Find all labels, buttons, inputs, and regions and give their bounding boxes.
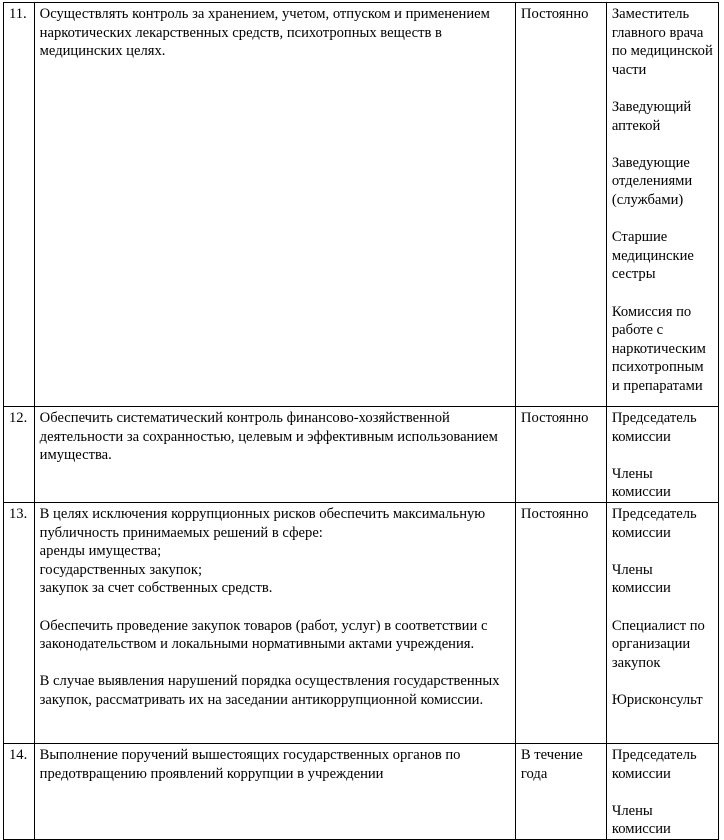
table-row [4, 407, 719, 503]
task-text: В случае выявления нарушений порядка осуществления государственных закупок, рассматривать их на заседании антикоррупционной комиссии. [39, 673, 500, 708]
task-text: В целях исключения коррупционных рисков обеспечить максимальную публичность принимаемых решений в сфере: аренды имущества; государственных закупок; закупок за счет собственных средств. [39, 505, 486, 597]
row-number: 14. [4, 743, 35, 839]
task-cell [34, 743, 515, 839]
table-row [4, 502, 719, 743]
responsible-cell [606, 743, 718, 839]
table-row [4, 743, 719, 839]
task-cell [34, 3, 515, 407]
responsible-item: Заведующие отделениями (службами) [611, 154, 693, 208]
task-text: Обеспечить систематический контроль финансово-хозяйственной деятельности за сохранностью, целевым и эффективным использованием имущества. [39, 410, 498, 464]
responsible-item: Председатель комиссии [611, 746, 697, 782]
term-cell: Постоянно [515, 502, 606, 743]
responsible-cell [606, 407, 718, 503]
responsible-item: Члены комиссии [611, 465, 671, 501]
task-text: Осуществлять контроль за хранением, учетом, отпуском и применением наркотических лекарственных средств, психотропных веществ в медицинских целях. [39, 6, 490, 60]
responsible-item: Председатель комиссии [611, 410, 697, 445]
responsible-item: Члены комиссии [611, 561, 671, 597]
responsible-item: Члены комиссии [611, 802, 671, 838]
responsible-item: Председатель комиссии [611, 505, 697, 541]
row-number: 13. [4, 502, 35, 743]
term-cell: В течение года [515, 743, 606, 839]
responsible-item: Заведующий аптекой [611, 98, 692, 134]
task-cell [34, 502, 515, 743]
row-number: 12. [4, 407, 35, 503]
responsible-item: Старшие медицинские сестры [611, 229, 694, 283]
term-cell: Постоянно [515, 3, 606, 407]
measures-table [3, 2, 719, 840]
responsible-item: Заместитель главного врача по медицинской части [611, 6, 713, 78]
responsible-cell [606, 502, 718, 743]
responsible-cell [606, 3, 718, 407]
table-row [4, 3, 719, 407]
term-cell: Постоянно [515, 407, 606, 503]
responsible-item: Специалист по организации закупок [611, 617, 705, 671]
responsible-item: Юрисконсульт [611, 691, 703, 708]
task-text: Выполнение поручений вышестоящих государственных органов по предотвращению проявлений коррупции в учреждении [39, 746, 461, 782]
responsible-item: Комиссия по работе с наркотическим психотропным и препаратами [611, 303, 706, 394]
row-number: 11. [4, 3, 35, 407]
task-cell [34, 407, 515, 503]
task-text: Обеспечить проведение закупок товаров (работ, услуг) в соответствии с законодательством и локальными нормативными актами учреждения. [39, 617, 488, 653]
